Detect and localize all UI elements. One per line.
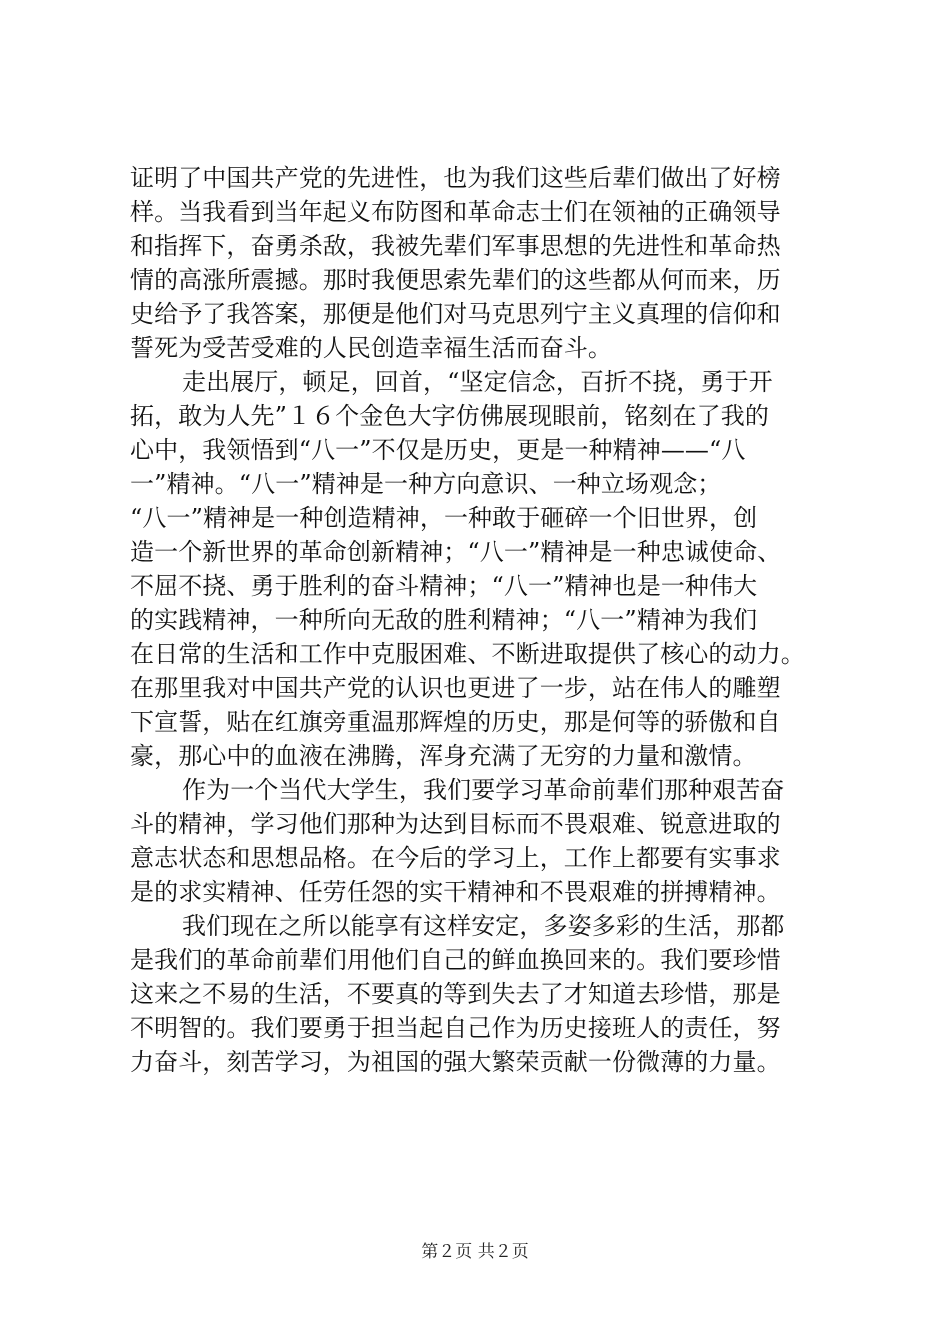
text-line: 豪，那心中的血液在沸腾，浑身充满了无穷的力量和激情。 <box>130 742 757 770</box>
text-line: 作为一个当代大学生，我们要学习革命前辈们那种艰苦奋 <box>182 776 785 804</box>
text-line: 走出展厅，顿足，回首，“坚定信念，百折不挠，勇于开 <box>182 368 773 396</box>
text-line: 是我们的革命前辈们用他们自己的鲜血换回来的。我们要珍惜 <box>130 946 781 974</box>
text-line: 史给予了我答案，那便是他们对马克思列宁主义真理的信仰和 <box>130 300 781 328</box>
text-line: 心中，我领悟到“八一”不仅是历史，更是一种精神——“八 <box>130 436 746 464</box>
text-line: 造一个新世界的革命创新精神；“八一”精神是一种忠诚使命、 <box>130 538 782 566</box>
text-line: 不明智的。我们要勇于担当起自己作为历史接班人的责任，努 <box>130 1014 781 1042</box>
text-line: 不屈不挠、勇于胜利的奋斗精神；“八一”精神也是一种伟大 <box>130 572 758 600</box>
text-line: 在日常的生活和工作中克服困难、不断进取提供了核心的动力。 <box>130 640 805 668</box>
text-line: 和指挥下，奋勇杀敌，我被先辈们军事思想的先进性和革命热 <box>130 232 781 260</box>
text-line: 意志状态和思想品格。在今后的学习上，工作上都要有实事求 <box>130 844 781 872</box>
text-line: 誓死为受苦受难的人民创造幸福生活而奋斗。 <box>130 334 612 362</box>
text-line: 样。当我看到当年起义布防图和革命志士们在领袖的正确领导 <box>130 198 781 226</box>
text-line: “八一”精神是一种创造精神，一种敢于砸碎一个旧世界，创 <box>130 504 758 532</box>
page-footer: 第２页 共２页 <box>421 1242 529 1262</box>
text-line: 力奋斗，刻苦学习，为祖国的强大繁荣贡献一份微薄的力量。 <box>130 1048 781 1076</box>
text-line: 的实践精神，一种所向无敌的胜利精神；“八一”精神为我们 <box>130 606 758 634</box>
text-line: 拓，敢为人先”１６个金色大字仿佛展现眼前，铭刻在了我的 <box>130 402 769 430</box>
text-line: 下宣誓，贴在红旗旁重温那辉煌的历史，那是何等的骄傲和自 <box>130 708 781 736</box>
text-line: 我们现在之所以能享有这样安定，多姿多彩的生活，那都 <box>182 912 785 940</box>
text-line: 是的求实精神、任劳任怨的实干精神和不畏艰难的拼搏精神。 <box>130 878 781 906</box>
text-line: 这来之不易的生活，不要真的等到失去了才知道去珍惜，那是 <box>130 980 781 1008</box>
text-line: 情的高涨所震撼。那时我便思索先辈们的这些都从何而来，历 <box>130 266 781 294</box>
text-line: 斗的精神，学习他们那种为达到目标而不畏艰难、锐意进取的 <box>130 810 781 838</box>
text-line: 一”精神。“八一”精神是一种方向意识、一种立场观念； <box>130 470 722 498</box>
text-line: 在那里我对中国共产党的认识也更进了一步，站在伟人的雕塑 <box>130 674 781 702</box>
text-line: 证明了中国共产党的先进性，也为我们这些后辈们做出了好榜 <box>130 164 781 192</box>
